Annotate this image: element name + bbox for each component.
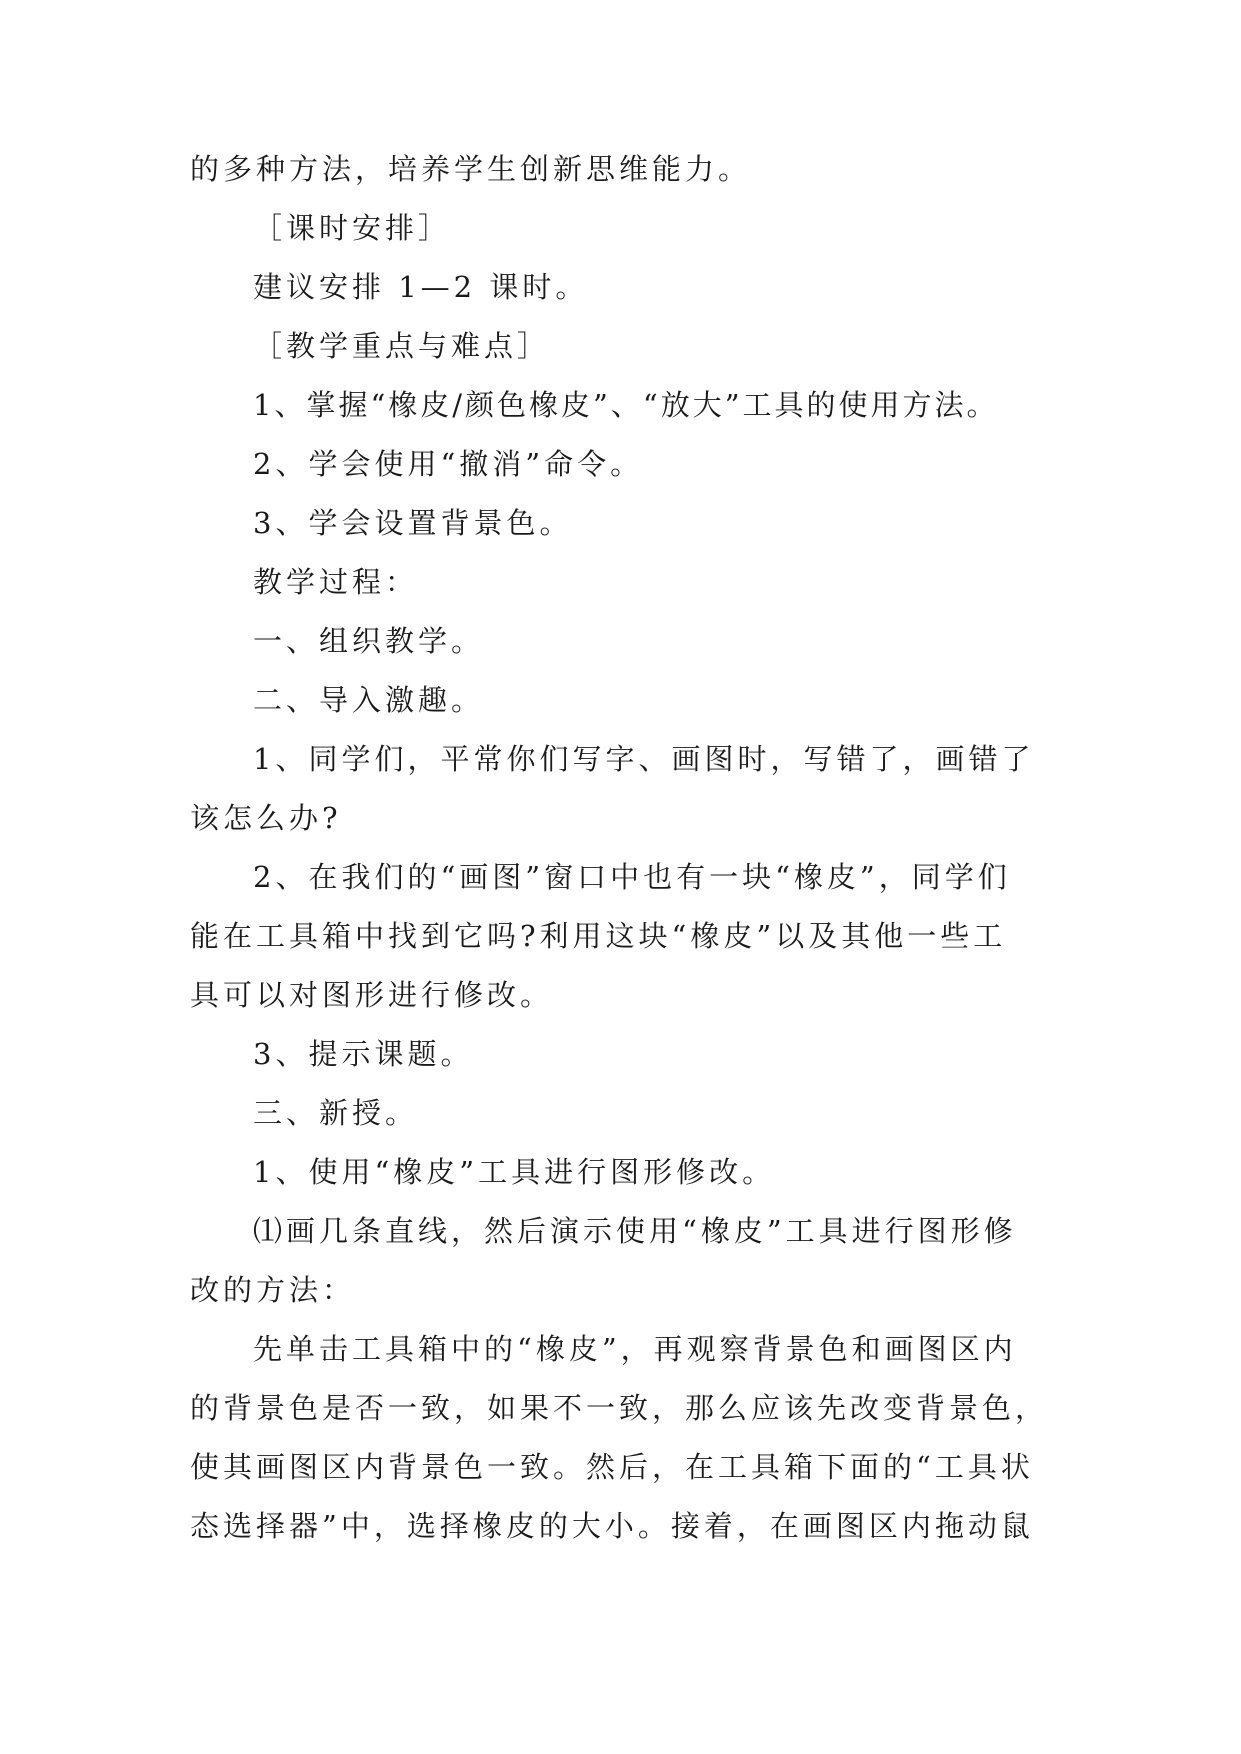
text-line: 一、组织教学。 xyxy=(253,624,485,658)
text-line: ⑴画几条直线，然后演示使用“橡皮”工具进行图形修 xyxy=(253,1214,1017,1248)
text-line: 2、在我们的“画图”窗口中也有一块“橡皮”，同学们 xyxy=(253,860,1011,894)
text-line: 3、学会设置背景色。 xyxy=(253,506,573,540)
text-line: 1、同学们，平常你们写字、画图时，写错了，画错了 xyxy=(253,742,1035,776)
section-heading-schedule: ［课时安排］ xyxy=(253,211,452,245)
text-line: 能在工具箱中找到它吗?利用这块“橡皮”以及其他一些工 xyxy=(190,919,1007,953)
text-line: 先单击工具箱中的“橡皮”，再观察背景色和画图区内 xyxy=(253,1332,1017,1366)
text-line: 三、新授。 xyxy=(253,1096,419,1130)
text-line: 的背景色是否一致，如果不一致，那么应该先改变背景色， xyxy=(190,1391,1049,1425)
text-line: 该怎么办? xyxy=(190,801,342,835)
section-heading-process: 教学过程： xyxy=(253,565,419,599)
text-line: 建议安排 1—2 课时。 xyxy=(253,270,589,304)
text-line: 改的方法： xyxy=(190,1273,356,1307)
section-heading-key-points: ［教学重点与难点］ xyxy=(253,329,551,363)
text-line: 二、导入激趣。 xyxy=(253,683,485,717)
text-line: 使其画图区内背景色一致。然后，在工具箱下面的“工具状 xyxy=(190,1450,1034,1484)
text-line: 态选择器”中，选择橡皮的大小。接着，在画图区内拖动鼠 xyxy=(190,1509,1034,1543)
text-line: 1、掌握“橡皮/颜色橡皮”、“放大”工具的使用方法。 xyxy=(253,388,999,422)
text-line: 3、提示课题。 xyxy=(253,1037,474,1071)
text-line: 具可以对图形进行修改。 xyxy=(190,978,554,1012)
text-line: 的多种方法，培养学生创新思维能力。 xyxy=(190,152,752,186)
text-line: 1、使用“橡皮”工具进行图形修改。 xyxy=(253,1155,776,1189)
text-line: 2、学会使用“撤消”命令。 xyxy=(253,447,644,481)
